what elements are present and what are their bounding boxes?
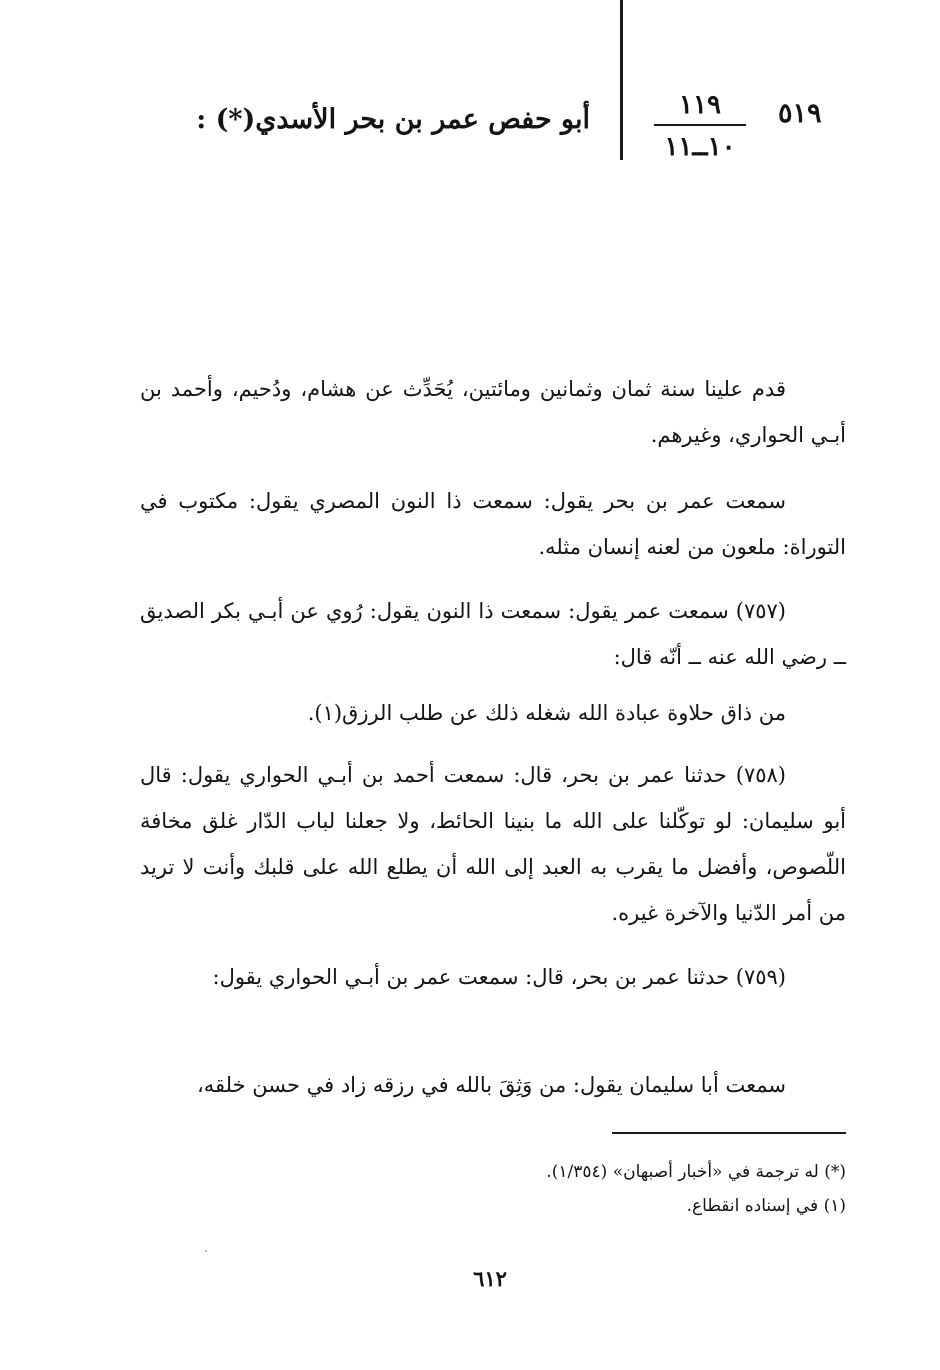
entry-number: ٥١٩ xyxy=(778,98,822,129)
paragraph-757: (٧٥٧) سمعت عمر يقول: سمعت ذا النون يقول: رُوي عن أبـي بكر الصديق ــ رضي الله عنه ــ أنّه قال: xyxy=(140,599,846,669)
fraction-numerator: ١١٩ xyxy=(679,90,721,120)
page-number: ٦١٢ xyxy=(473,1266,507,1291)
paper-speck xyxy=(205,1250,207,1252)
fraction-denominator: ١٠ــ١١ xyxy=(664,132,736,162)
paragraph-quote-sweetness: من ذاق حلاوة عبادة الله شغله ذلك عن طلب الرزق(١). xyxy=(307,701,786,725)
reference-fraction xyxy=(650,88,750,164)
footnote-asterisk: (*) له ترجمة في «أخبار أصبهان» (١/٣٥٤). xyxy=(546,1162,846,1182)
paragraph-torah-quote: سمعت عمر بن بحر يقول: سمعت ذا النون المصري يقول: مكتوب في التوراة: ملعون من لعنه إنسان مثله. xyxy=(140,489,846,559)
paragraph-758: (٧٥٨) حدثنا عمر بن بحر، قال: سمعت أحمد بن أبـي الحواري يقول: قال أبو سليمان: لو توكّلنا على الله ما بنينا الحائط، ولا جعلنا لباب الدّار غلق مخافة اللّصوص، وأفضل ما يقرب به العبد إلى الله أن يطلع الله على قلبك وأنت لا تريد من أمر الدّنيا والآخرة غيره. xyxy=(140,763,846,925)
footnote-separator xyxy=(612,1132,846,1134)
header-vertical-rule xyxy=(620,0,623,160)
fraction-bar xyxy=(654,124,746,126)
paragraph-biography: قدم علينا سنة ثمان وثمانين ومائتين، يُحَدِّث عن هشام، ودُحيم، وأحمد بن أبـي الحواري، وغيرهم. xyxy=(140,377,846,447)
paragraph-759: (٧٥٩) حدثنا عمر بن بحر، قال: سمعت عمر بن أبـي الحواري يقول: xyxy=(212,965,786,989)
footnote-1: (١) في إسناده انقطاع. xyxy=(686,1196,846,1216)
paragraph-quote-trust: سمعت أبا سليمان يقول: من وَثِقَ بالله في رزقه زاد في حسن خلقه، xyxy=(196,1073,786,1097)
entry-heading: أبو حفص عمر بن بحر الأسدي(*) : xyxy=(196,104,590,135)
